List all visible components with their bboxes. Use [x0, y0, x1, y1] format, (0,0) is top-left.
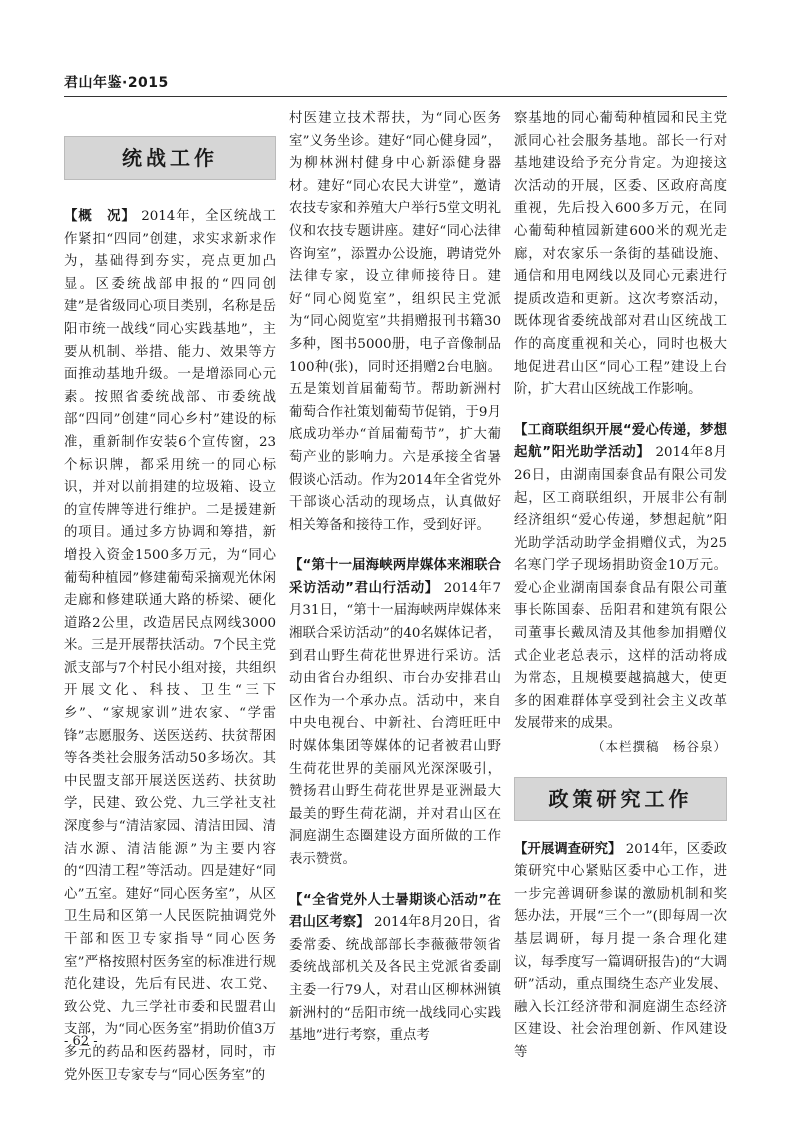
survey-keyword: 【开展调查研究】: [514, 841, 622, 857]
media-paragraph: [289, 555, 501, 871]
column-1: [64, 108, 276, 1087]
column-3: [514, 108, 727, 1065]
section-title-policy-research: 政策研究工作: [514, 777, 727, 821]
charity-keyword: 【工商联组织开展“爱心传递，梦想起航”阳光助学活动】: [514, 422, 727, 461]
page-number: - 62 -: [64, 1034, 98, 1049]
survey-text: 2014年，区委政策研究中心紧贴区委中心工作，进一步完善调研参谋的激励机制和奖惩办法，开展“三个一”(即每周一次基层调研，每月提一条合理化建议，每季度写一篇调研报告)的“大调研”活动，重点围绕生态产业发展、融入长江经济带和洞庭湖生态经济区建设、社会治理创新、作风建设等: [514, 841, 728, 1060]
column-2: [289, 108, 501, 1048]
visit-text: 2014年8月20日，省委常委、统战部部长李薇薇带领省委统战部机关及各民主党派省委副主委一行79人，对君山区柳林洲镇新洲村的“岳阳市统一战线同心实践基地”进行考察，重点考: [289, 915, 502, 1044]
visit-continued: 察基地的同心葡萄种植园和民主党派同心社会服务基地。部长一行对基地建设给予充分肯定。为迎接这次活动的开展，区委、区政府高度重视，先后投入600多万元，在同心葡萄种植园新建600米的观光走廊，对农家乐一条街的基础设施、通信和用电网线以及同心元素进行提质改造和更新。这次考察活动，既体现省委统战部对君山区统战工作的高度重视和关心，同时也极大地促进君山区“同心工程”建设上台阶，扩大君山区统战工作影响。: [514, 111, 727, 398]
running-header: 君山年鉴·2015: [64, 75, 169, 91]
visit-paragraph: [289, 890, 501, 1048]
overview-paragraph: [64, 206, 276, 1087]
header-divider: [64, 96, 727, 97]
media-keyword: 【“第十一届海峡两岸媒体来湘联合采访活动”君山行活动】: [289, 558, 501, 596]
survey-paragraph: [514, 839, 727, 1065]
overview-text: 2014年，全区统战工作紧扣“四同”创建，求实求新求作为，基础得到夯实，亮点更加凸显。区委统战部申报的“四同创建”是省级同心项目类别，名称是岳阳市统一战线“同心实践基地”，主要从机制、举措、能力、效果等方面推动基地升级。一是增添同心元素。按照省委统战部、市委统战部“四同”创建“同心乡村”建设的标准，重新制作安装6个宣传窗，23个标识牌，都采用统一的同心标识，并对以前捐建的垃圾箱、设立的宣传牌等进行维护。二是援建新的项目。通过多方协调和筹措，新增投入资金1500多万元，为“同心葡萄种植园”修建葡萄采摘观光休闲走廊和修建联通大路的桥梁、硬化道路2公里，改造居民点网线3000米。三是开展帮扶活动。7个民主党派支部与7个村民小组对接，共组织开展文化、科技、卫生“三下乡”、“家规家训”进农家、“学雷锋”志愿服务、送医送药、扶贫帮困等各类社会服务活动50多场次。其中民盟支部开展送医送药、扶贫助学，民建、致公党、九三学社支社深度参与“清洁家园、清洁田园、清洁水源、清洁能源”为主要内容的“四清工程”等活动。四是建好“同心”五室。建好“同心医务室”，从区卫生局和区第一人民医院抽调党外干部和医卫专家指导“同心医务室”严格按照村医务室的标准进行规范化建设，先后有民进、农工党、致公党、九三学社市委和民盟君山支部，为“同心医务室”捐助价值3万多元的药品和医药器材，同时，市党外医卫专家专与“同心医务室”的: [64, 209, 277, 1083]
charity-paragraph: [514, 420, 727, 736]
overview-continued: 村医建立技术帮扶，为“同心医务室”义务坐诊。建好“同心健身园”，为柳林洲村健身中心新添健身器材。建好“同心农民大讲堂”，邀请农技专家和养殖大户举行5堂文明礼仪和农技专题讲座。建好“同心法律咨询室”，添置办公设施，聘请党外法律专家，设立律师接待日。建好“同心阅览室”，组织民主党派为“同心阅览室”共捐赠报刊书籍30多种，图书5000册，电子音像制品100种(张)，同时还捐赠2台电脑。五是策划首届葡萄节。帮助新洲村葡萄合作社策划葡萄节促销，于9月底成功举办“首届葡萄节”，扩大葡萄产业的影响力。六是承接全省暑假谈心活动。作为2014年全省党外干部谈心活动的现场点，认真做好相关筹备和接待工作，受到好评。: [289, 111, 501, 533]
charity-text: 2014年8月26日，由湖南国泰食品有限公司发起，区工商联组织，开展非公有制经济组织“爱心传递，梦想起航”阳光助学活动助学金捐赠仪式，为25名寒门学子现场捐助资金10万元。爱心企业湖南国泰食品有限公司董事长陈国泰、岳阳君和建筑有限公司董事长戴凤清及其他参加捐赠仪式企业老总表示，这样的活动将成为常态，且规模要越搞越大，使更多的困难群体享受到社会主义改革发展带来的成果。: [514, 445, 727, 732]
overview-keyword: 【概 况】: [64, 209, 136, 224]
section-title-united-front: 统战工作: [64, 136, 276, 180]
media-text: 2014年7月31日，“第十一届海峡两岸媒体来湘联合采访活动”的40名媒体记者，到君山野生荷花世界进行采访。活动由省台办组织、市台办安排君山区作为一个承办点。活动中，来自中央电视台、中新社、台湾旺旺中时媒体集团等媒体的记者被君山野生荷花世界的美丽风光深深吸引，赞扬君山野生荷花世界是亚洲最大最美的野生荷花湖，并对君山区在洞庭湖生态圈建设方面所做的工作表示赞赏。: [289, 580, 501, 867]
visit-keyword: 【“全省党外人士暑期谈心活动”在君山区考察】: [289, 892, 501, 931]
byline: （本栏撰稿 杨谷泉）: [591, 739, 727, 755]
